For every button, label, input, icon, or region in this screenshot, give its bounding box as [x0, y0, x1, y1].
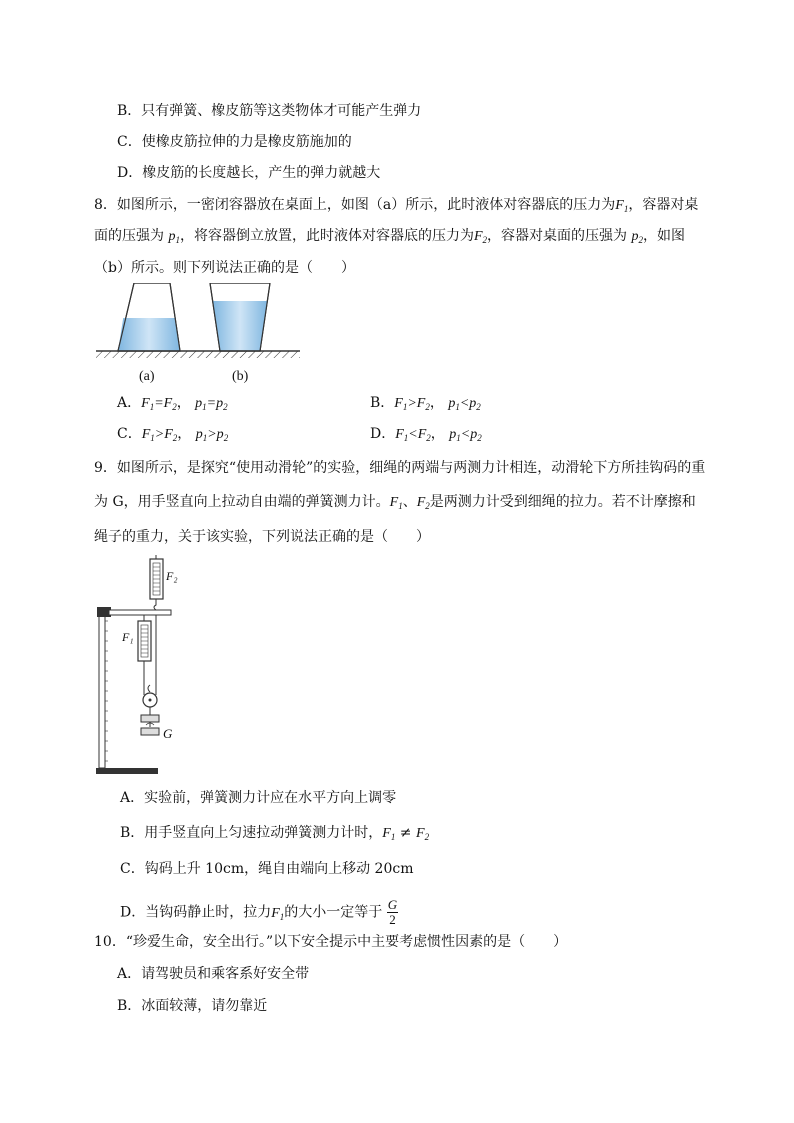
- q9-stem-line2: 为 G，用手竖直向上拉动自由端的弹簧测力计。$F_1$、$F_2$是两测力计受到细绳的拉力。若不计摩擦和: [94, 494, 696, 511]
- q9-option-b: B．用手竖直向上匀速拉动弹簧测力计时，$F_1 \ne F_2$: [120, 825, 430, 842]
- q9-stem-line3: 绳子的重力，关于该实验，下列说法正确的是（ ）: [94, 529, 430, 545]
- q10-stem: 10．“珍爱生命，安全出行。”以下安全提示中主要考虑惯性因素的是（ ）: [94, 934, 568, 950]
- q9-option-c: C．钩码上升 10cm，绳自由端向上移动 20cm: [120, 861, 414, 877]
- fig-label-g: G: [163, 726, 173, 741]
- q9-option-a: A．实验前，弹簧测力计应在水平方向上调零: [120, 790, 397, 806]
- q10-option-b: B．冰面较薄，请勿靠近: [117, 998, 268, 1014]
- q8-stem-line3: （b）所示。则下列说法正确的是（ ）: [94, 260, 355, 276]
- stand-base: [96, 768, 158, 774]
- fig-label-f2: F₂: [166, 569, 178, 583]
- fig-label-a: (a): [139, 369, 155, 384]
- q8-option-c: C．$F_1>F_2$， $p_1>p_2$: [117, 426, 229, 443]
- q8-option-b: B．$F_1>F_2$， $p_1<p_2$: [370, 395, 481, 412]
- q8-option-d: D．$F_1<F_2$， $p_1<p_2$: [370, 426, 482, 443]
- liquid-a: [118, 318, 180, 351]
- hook-weight-2: [141, 728, 159, 735]
- q7-option-d: D．橡皮筋的长度越长，产生的弹力就越大: [117, 165, 381, 181]
- q8-stem-line1: 8．如图所示，一密闭容器放在桌面上，如图（a）所示，此时液体对容器底的压力为$F_1$，容器对桌: [94, 197, 699, 214]
- q8-stem-line2: 面的压强为 $p_1$，将容器倒立放置，此时液体对容器底的压力为$F_2$，容器对桌面的压强为 $p_2$，如图: [94, 228, 685, 245]
- stand-rod: [99, 613, 105, 768]
- q8-container-figure: [94, 283, 304, 383]
- q8-option-a: A．$F_1=F_2$， $p_1=p_2$: [117, 395, 228, 412]
- hook-weight-1: [141, 715, 159, 722]
- q7-option-c: C．使橡皮筋拉伸的力是橡皮筋施加的: [117, 134, 352, 150]
- liquid-b: [213, 301, 268, 351]
- stand-arm: [109, 610, 171, 615]
- fraction-g-over-2: $\frac{G}{2}$: [387, 897, 398, 927]
- table-hatch: [96, 351, 300, 358]
- q7-option-b: B．只有弹簧、橡皮筋等这类物体才可能产生弹力: [117, 103, 422, 119]
- fig-label-f1: F₁: [122, 630, 134, 644]
- q9-stem-line1: 9．如图所示，是探究“使用动滑轮”的实验，细绳的两端与两测力计相连，动滑轮下方所挂钩码的重: [94, 460, 706, 476]
- q9-option-d: D．当钩码静止时，拉力$F_1$的大小一定等于 $\frac{G}{2}$: [120, 897, 398, 927]
- fig-label-b: (b): [232, 369, 249, 384]
- q10-option-a: A．请驾驶员和乘客系好安全带: [117, 966, 310, 982]
- q9-pulley-figure: [94, 555, 184, 780]
